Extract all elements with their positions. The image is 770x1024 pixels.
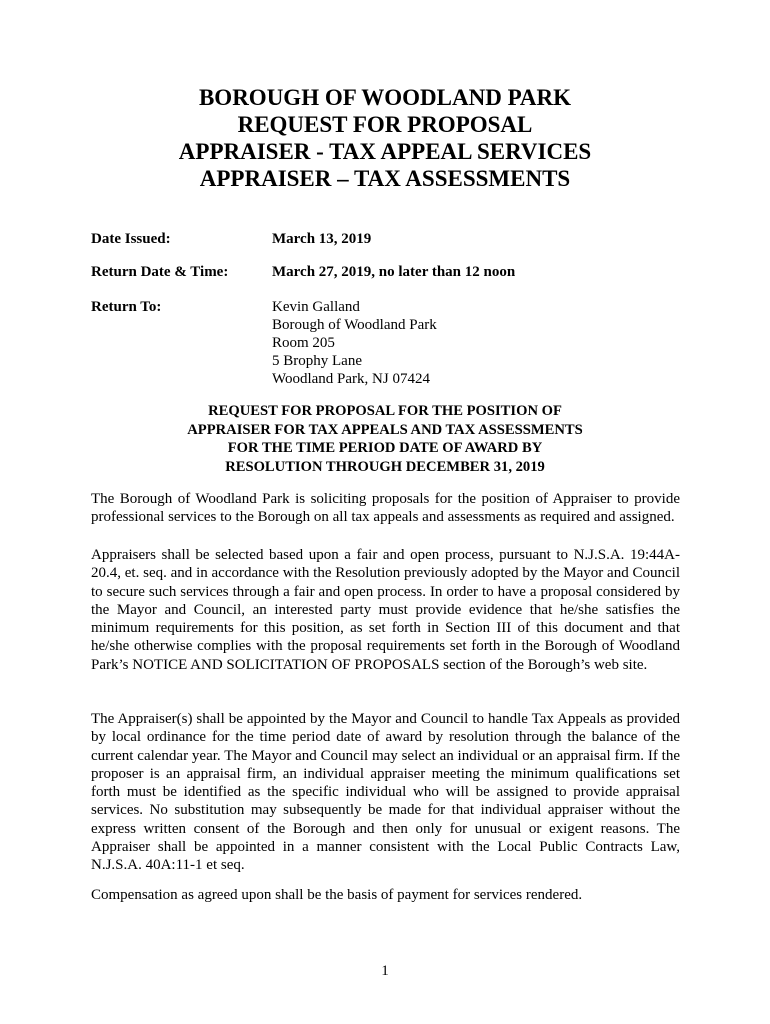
date-issued-label: Date Issued: xyxy=(91,231,171,247)
subheading-line: APPRAISER FOR TAX APPEALS AND TAX ASSESSMENTS xyxy=(187,421,583,438)
document-title xyxy=(0,84,770,192)
return-to-label: Return To: xyxy=(91,299,162,315)
address-line: Woodland Park, NJ 07424 xyxy=(272,371,430,387)
body-paragraph: The Appraiser(s) shall be appointed by the Mayor and Council to handle Tax Appeals as provided by local ordinance for the time period date of award by resolution through the balance of the current calendar year. The Mayor and Council may select an individual or an appraisal firm. If the proposer is an appraisal firm, an individual appraiser meeting the minimum qualifications set forth must be identified as the specific individual who will be assigned to provide appraisal services. No substitution may subsequently be made for that individual appraiser without the express written consent of the Borough and then only for unusual or exigent reasons. The Appraiser shall be appointed in a manner consistent with the Local Public Contracts Law, N.J.S.A. 40A:11-1 et seq. xyxy=(91,711,680,874)
title-line: APPRAISER - TAX APPEAL SERVICES xyxy=(178,139,592,164)
page-number: 1 xyxy=(381,963,389,979)
body-paragraph: Compensation as agreed upon shall be the basis of payment for services rendered. xyxy=(91,887,583,903)
title-line: BOROUGH OF WOODLAND PARK xyxy=(198,85,572,110)
address-line: Borough of Woodland Park xyxy=(272,317,437,333)
address-line: Kevin Galland xyxy=(272,299,360,315)
return-date-label: Return Date & Time: xyxy=(91,264,229,280)
rfp-subheading xyxy=(0,402,770,476)
title-line: REQUEST FOR PROPOSAL xyxy=(237,112,533,137)
address-line: Room 205 xyxy=(272,335,335,351)
date-issued-value: March 13, 2019 xyxy=(272,231,372,247)
body-paragraph: The Borough of Woodland Park is soliciting proposals for the position of Appraiser to provide professional services to the Borough on all tax appeals and assessments as required and assigned. xyxy=(91,491,680,526)
subheading-line: REQUEST FOR PROPOSAL FOR THE POSITION OF xyxy=(208,403,562,419)
subheading-line: FOR THE TIME PERIOD DATE OF AWARD BY xyxy=(227,440,543,456)
body-paragraph: Appraisers shall be selected based upon a fair and open process, pursuant to N.J.S.A. 19:44A-20.4, et. seq. and in accordance with the Resolution previously adopted by the Mayor and Council to secure such services through a fair and open process. In order to have a proposal considered by the Mayor and Council, an interested party must provide evidence that he/she satisfies the minimum requirements for this position, as set forth in Section III of this document and that he/she otherwise complies with the proposal requirements set forth in the Borough of Woodland Park’s NOTICE AND SOLICITATION OF PROPOSALS section of the Borough’s web site. xyxy=(91,547,680,673)
return-date-value: March 27, 2019, no later than 12 noon xyxy=(272,264,516,280)
address-line: 5 Brophy Lane xyxy=(272,353,362,369)
title-line: APPRAISER – TAX ASSESSMENTS xyxy=(199,166,571,191)
subheading-line: RESOLUTION THROUGH DECEMBER 31, 2019 xyxy=(225,458,545,475)
return-address xyxy=(272,298,437,388)
